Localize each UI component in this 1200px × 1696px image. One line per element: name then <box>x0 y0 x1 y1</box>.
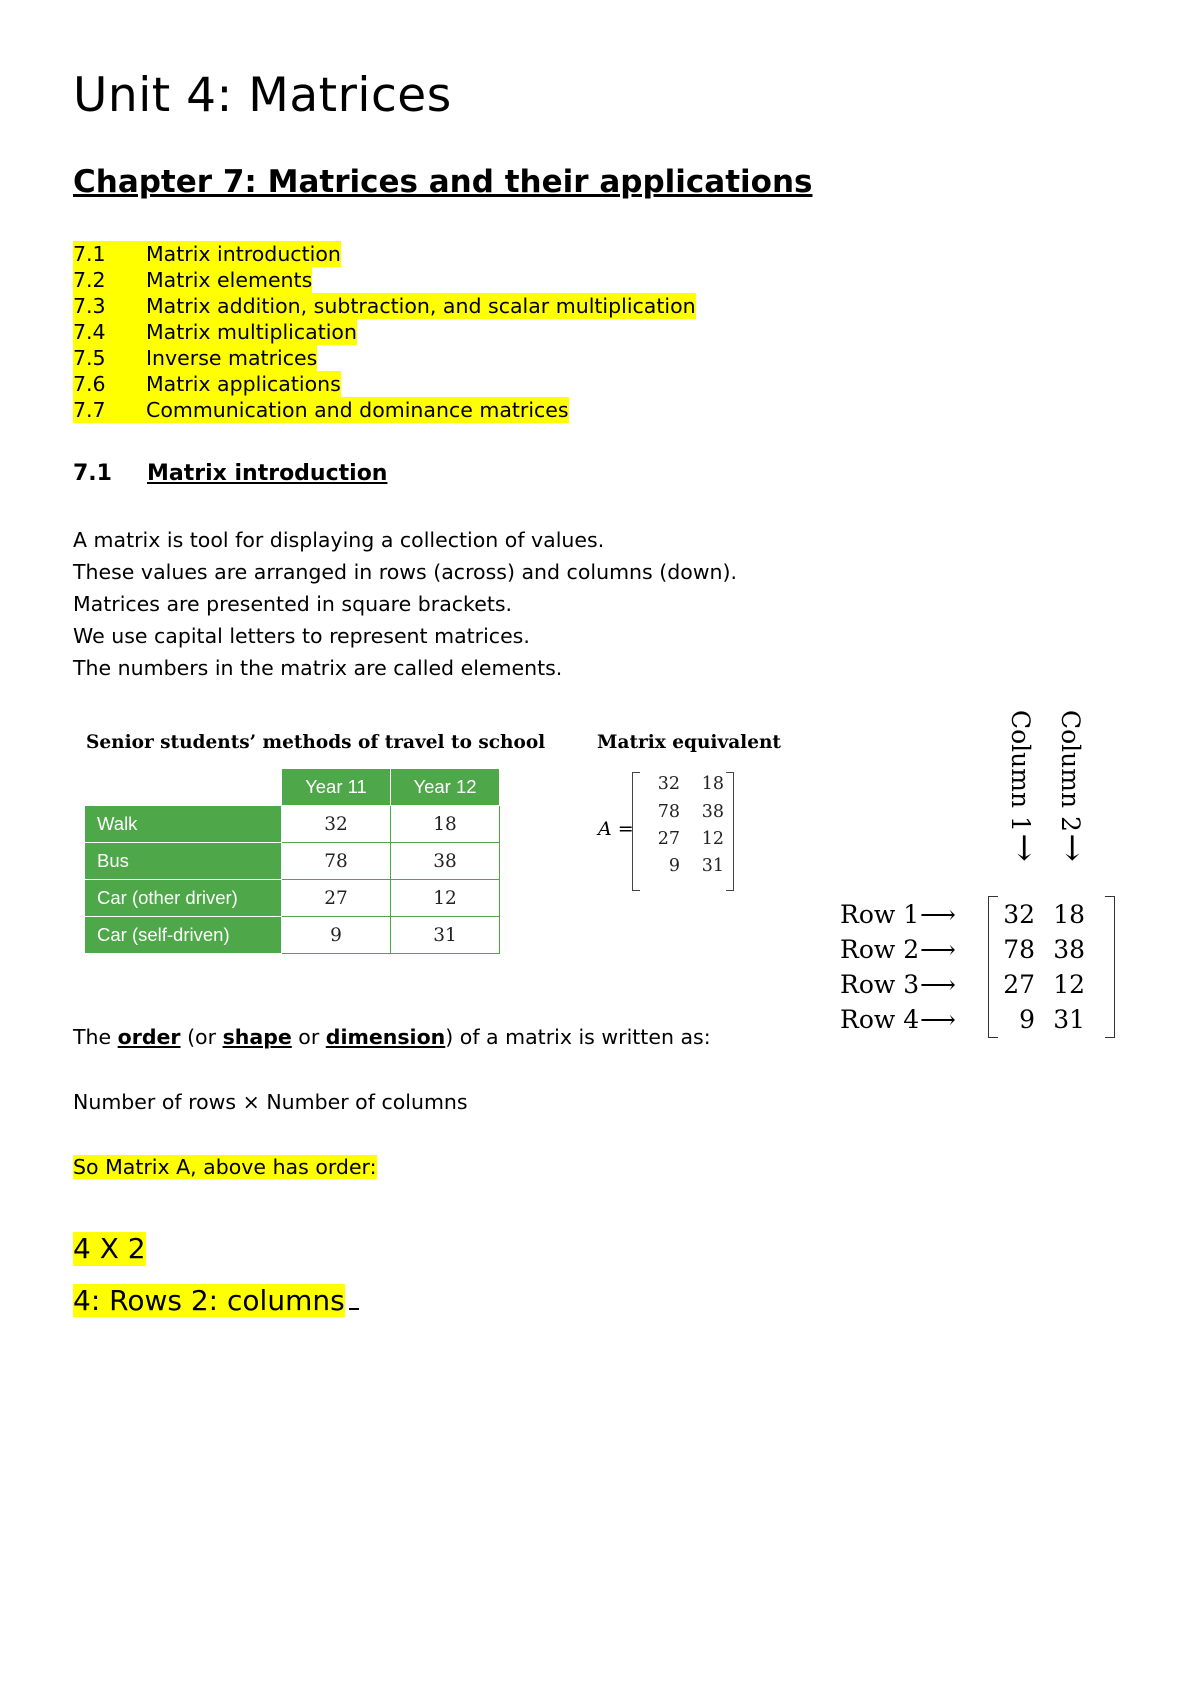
toc-item: 7.3 Matrix addition, subtraction, and scalar multiplication <box>73 294 696 318</box>
matrix-element: 38 <box>1053 935 1085 964</box>
matrix-element: 27 <box>1003 970 1035 999</box>
matrix-equivalent-title: Matrix equivalent <box>597 732 781 753</box>
row-label: Car (self-driven) <box>85 917 282 954</box>
matrix-element: 18 <box>1053 900 1085 929</box>
paragraph-line: These values are arranged in rows (across) and columns (down). <box>73 560 738 584</box>
paragraph-line: A matrix is tool for displaying a collection of values. <box>73 528 605 552</box>
matrix-element: 32 <box>1003 900 1035 929</box>
right-bracket <box>726 772 734 891</box>
paragraph-line: We use capital letters to represent matrices. <box>73 624 530 648</box>
intro-paragraph <box>73 524 737 684</box>
right-arrow-icon: ⟶ <box>920 935 956 964</box>
matrix-element: 9 <box>1019 1005 1035 1034</box>
table-row <box>85 843 500 880</box>
paragraph-line: Matrices are presented in square brackets. <box>73 592 513 616</box>
table-row <box>85 917 500 954</box>
toc-item: 7.6 Matrix applications <box>73 372 341 396</box>
table-cell: 18 <box>391 806 500 843</box>
table-cell: 78 <box>282 843 391 880</box>
matrix-row: 78 38 <box>657 802 724 822</box>
left-bracket <box>632 772 640 891</box>
order-explanation: 4: Rows 2: columns <box>73 1284 359 1318</box>
table-of-contents <box>73 241 696 423</box>
right-bracket <box>1105 896 1115 1038</box>
toc-item: 7.7 Communication and dominance matrices <box>73 398 569 422</box>
column-header: Year 12 <box>391 769 500 806</box>
down-arrow-icon: ↓ <box>1010 829 1039 869</box>
matrix-diagram <box>830 700 1130 1050</box>
table-cell: 31 <box>391 917 500 954</box>
column-header: Year 11 <box>282 769 391 806</box>
table-cell: 12 <box>391 880 500 917</box>
table-cell: 27 <box>282 880 391 917</box>
table-cell: 38 <box>391 843 500 880</box>
column-label: Column 2 <box>1056 710 1085 832</box>
right-arrow-icon: ⟶ <box>920 900 956 929</box>
matrix-element: 12 <box>1053 970 1085 999</box>
travel-table <box>84 768 500 954</box>
down-arrow-icon: ↓ <box>1058 829 1087 869</box>
table-cell: 32 <box>282 806 391 843</box>
matrix-equivalent <box>632 772 734 889</box>
order-formula: Number of rows × Number of columns <box>73 1090 468 1114</box>
right-arrow-icon: ⟶ <box>920 970 956 999</box>
order-definition: The order (or shape or dimension) of a matrix is written as: <box>73 1025 711 1049</box>
matrix-row: 9 31 <box>668 856 724 876</box>
chapter-heading: Chapter 7: Matrices and their applications <box>73 164 813 200</box>
table-row <box>85 880 500 917</box>
row-label: Bus <box>85 843 282 880</box>
text-cursor <box>349 1286 359 1310</box>
matrix-element: 78 <box>1003 935 1035 964</box>
column-label: Column 1 <box>1006 710 1035 832</box>
paragraph-line: The numbers in the matrix are called elements. <box>73 656 563 680</box>
row-label: Row 1 <box>840 900 920 929</box>
table-row <box>85 806 500 843</box>
page-title: Unit 4: Matrices <box>73 68 452 123</box>
row-label: Row 4 <box>840 1005 920 1034</box>
matrix-row: 32 18 <box>657 774 724 794</box>
row-label: Row 2 <box>840 935 920 964</box>
travel-table-title: Senior students’ methods of travel to school <box>86 732 546 753</box>
order-answer: 4 X 2 <box>73 1232 146 1265</box>
row-label: Row 3 <box>840 970 920 999</box>
right-arrow-icon: ⟶ <box>920 1005 956 1034</box>
row-label: Walk <box>85 806 282 843</box>
toc-item: 7.1 Matrix introduction <box>73 242 341 266</box>
matrix-row: 27 12 <box>657 829 724 849</box>
toc-item: 7.5 Inverse matrices <box>73 346 318 370</box>
matrix-element: 31 <box>1053 1005 1085 1034</box>
section-heading: 7.1 Matrix introduction <box>73 461 388 486</box>
toc-item: 7.2 Matrix elements <box>73 268 313 292</box>
row-label: Car (other driver) <box>85 880 282 917</box>
table-cell: 9 <box>282 917 391 954</box>
toc-item: 7.4 Matrix multiplication <box>73 320 357 344</box>
order-prompt: So Matrix A, above has order: <box>73 1155 377 1179</box>
matrix-name: A = <box>598 818 634 840</box>
table-header-row <box>85 769 500 806</box>
